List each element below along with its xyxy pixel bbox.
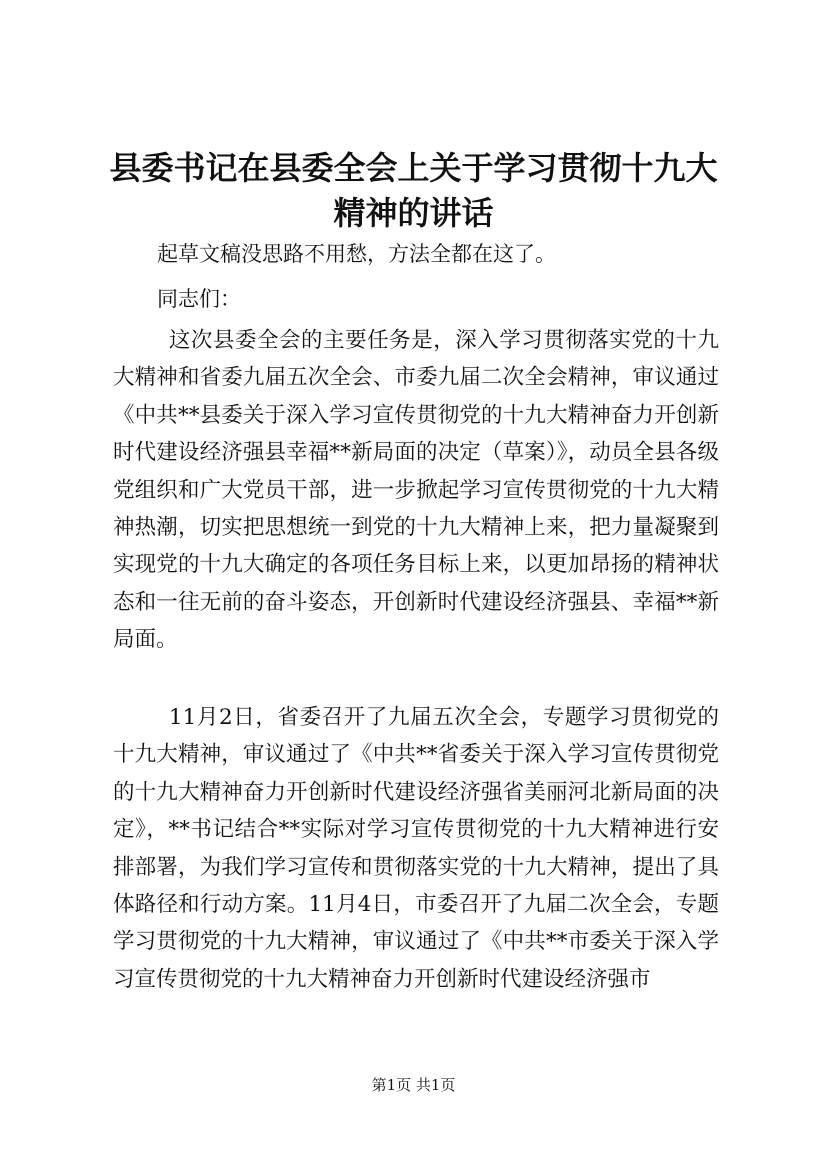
body-paragraph: 这次县委全会的主要任务是，深入学习贯彻落实党的十九大精神和省委九届五次全会、市委九届二次全会精神，审议通过《中共**县委关于深入学习宣传贯彻党的十九大精神奋力开创新时代建设经济强县幸福**新局面的决定（草案）》，动员全县各级党组织和广大党员干部，进一步掀起学习宣传贯彻党的十九大精神热潮，切实把思想统一到党的十九大精神上来，把力量凝聚到实现党的十九大确定的各项任务目标上来，以更加昂扬的精神状态和一往无前的奋斗姿态，开创新时代建设经济强县、幸福**新局面。 (113, 328, 719, 653)
page-number: 第1页 共1页 (371, 1076, 456, 1094)
document-title: 县委书记在县委全会上关于学习贯彻十九大精神的讲话 (109, 149, 718, 232)
intro-line: 起草文稿没思路不用愁，方法全都在这了。 (157, 242, 556, 266)
body-paragraph: 11月2日，省委召开了九届五次全会，专题学习贯彻党的十九大精神，审议通过了《中共**省委关于深入学习宣传贯彻党的十九大精神奋力开创新时代建设经济强省美丽河北新局面的决定》，**书记结合**实际对学习宣传贯彻党的十九大精神进行安排部署，为我们学习宣传和贯彻落实党的十九大精神，提出了具体路径和行动方案。11月4日，市委召开了九届二次全会，专题学习贯彻党的十九大精神，审议通过了《中共**市委关于深入学习宣传贯彻党的十九大精神奋力开创新时代建设经济强市 (113, 705, 719, 992)
salutation: 同志们： (157, 287, 241, 311)
